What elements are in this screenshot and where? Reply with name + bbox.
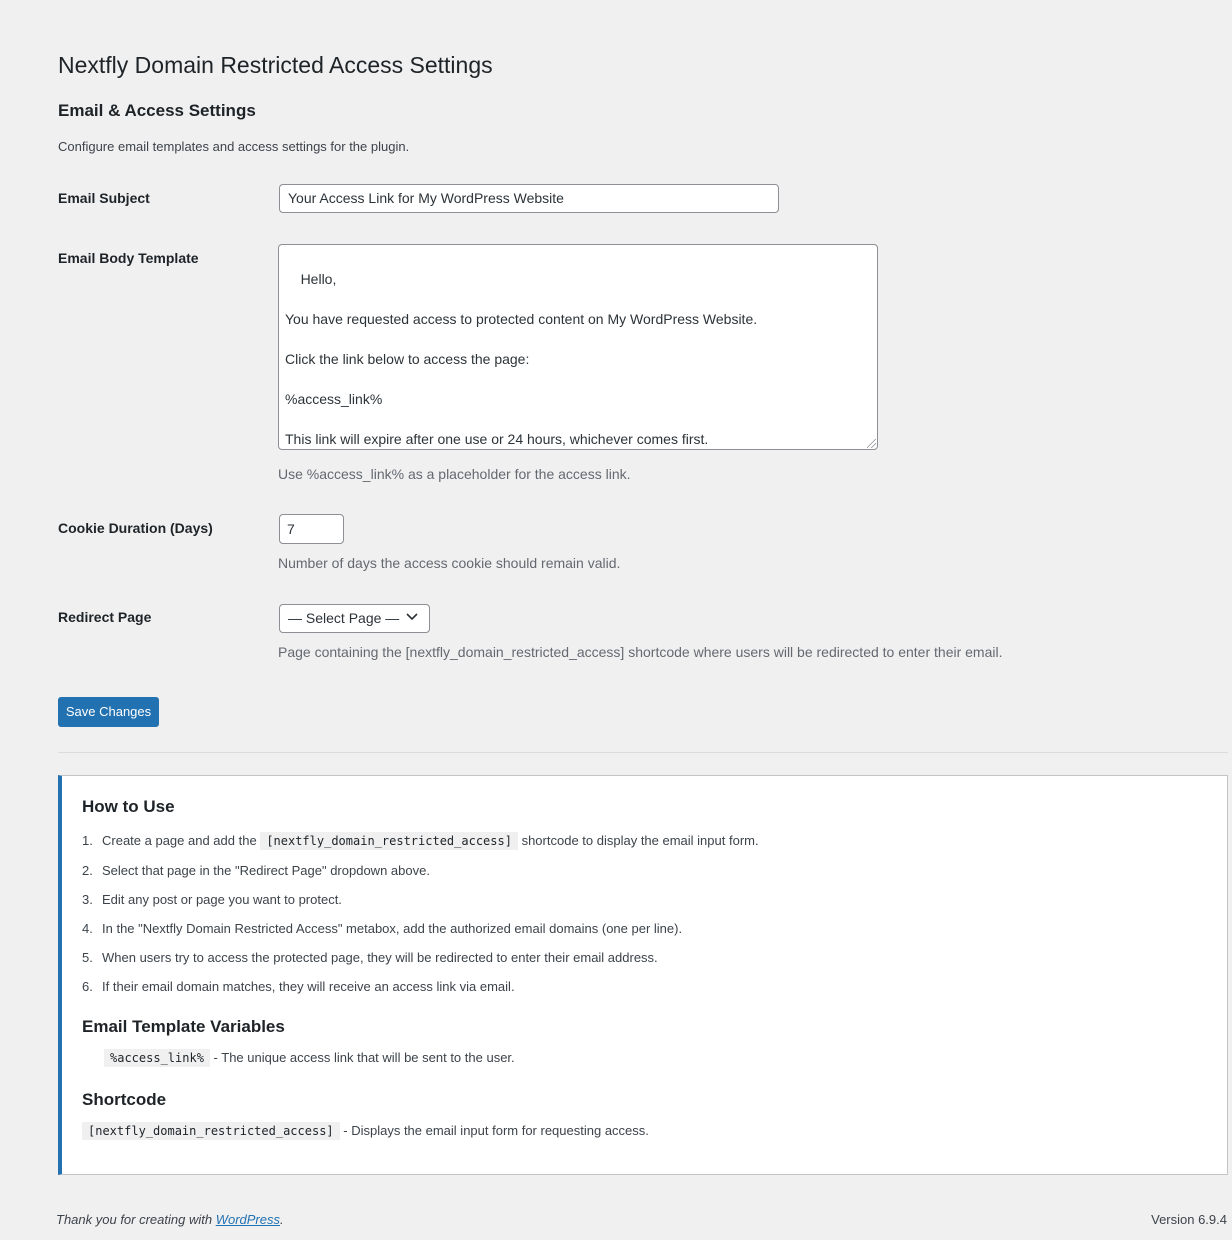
howto-step-1: 1. Create a page and add the [nextfly_domain_restricted_access] shortcode to display the email input form.	[82, 833, 759, 848]
how-to-use-title: How to Use	[82, 797, 175, 816]
shortcode-code: [nextfly_domain_restricted_access]	[260, 832, 518, 850]
howto-step-3: 3. Edit any post or page you want to protect.	[82, 892, 342, 907]
email-body-help: Use %access_link% as a placeholder for the access link.	[278, 466, 631, 482]
footer-thanks: Thank you for creating with WordPress.	[56, 1212, 284, 1227]
save-changes-button[interactable]: Save Changes	[58, 697, 159, 727]
redirect-page-help: Page containing the [nextfly_domain_restricted_access] shortcode where users will be redirected to enter their email.	[278, 644, 1003, 660]
redirect-page-label: Redirect Page	[58, 609, 152, 625]
resize-grip-icon[interactable]	[867, 439, 876, 448]
section-description: Configure email templates and access settings for the plugin.	[58, 139, 410, 154]
shortcode-code: [nextfly_domain_restricted_access]	[82, 1122, 340, 1140]
how-to-use-box	[58, 775, 1228, 1175]
variable-code: %access_link%	[104, 1049, 210, 1067]
section-title: Email & Access Settings	[58, 101, 256, 120]
variable-item: %access_link% - The unique access link that will be sent to the user.	[104, 1050, 515, 1065]
email-template-variables-title: Email Template Variables	[82, 1017, 285, 1036]
email-body-textarea[interactable]	[278, 244, 878, 450]
cookie-duration-input[interactable]: 7	[279, 514, 344, 544]
howto-step-6: 6. If their email domain matches, they will receive an access link via email.	[82, 979, 515, 994]
divider	[58, 752, 1228, 753]
shortcode-title: Shortcode	[82, 1090, 167, 1109]
wordpress-link[interactable]: WordPress	[215, 1212, 280, 1227]
email-subject-label: Email Subject	[58, 190, 150, 206]
howto-step-5: 5. When users try to access the protected page, they will be redirected to enter their email address.	[82, 950, 658, 965]
redirect-page-select[interactable]	[279, 604, 430, 633]
howto-step-2: 2. Select that page in the "Redirect Page" dropdown above.	[82, 863, 430, 878]
footer-version: Version 6.9.4	[1151, 1212, 1227, 1227]
howto-step-4: 4. In the "Nextfly Domain Restricted Access" metabox, add the authorized email domains (one per line).	[82, 921, 683, 936]
cookie-duration-help: Number of days the access cookie should remain valid.	[278, 555, 621, 571]
redirect-page-selected: — Select Page —	[288, 610, 400, 626]
page-title: Nextfly Domain Restricted Access Settings	[58, 52, 493, 78]
shortcode-item: [nextfly_domain_restricted_access] - Displays the email input form for requesting access.	[82, 1123, 649, 1138]
email-body-label: Email Body Template	[58, 250, 199, 266]
email-subject-input[interactable]: Your Access Link for My WordPress Website	[279, 184, 779, 213]
email-body-text: Hello, You have requested access to protected content on My WordPress Website. Click the link below to access the page: %access_link% This link will expire after one use or 24 hours, whichever comes first.	[285, 271, 758, 447]
cookie-duration-label: Cookie Duration (Days)	[58, 520, 213, 536]
chevron-down-icon	[405, 609, 419, 623]
